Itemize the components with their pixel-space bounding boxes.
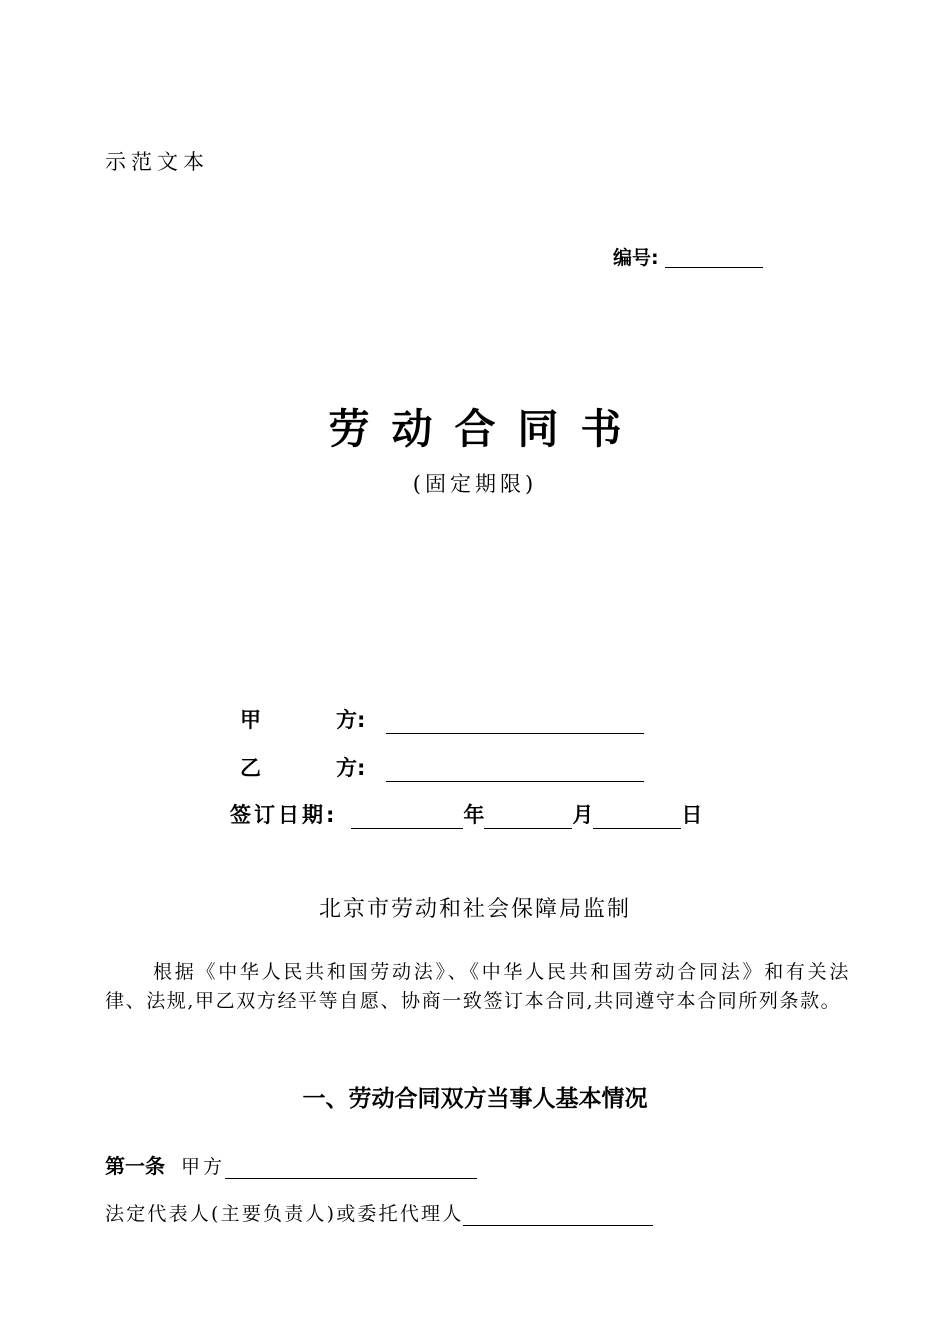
- sign-year-unit: 年: [463, 803, 485, 827]
- legal-representative-blank[interactable]: [463, 1205, 653, 1226]
- party-b-label-char: 乙: [240, 756, 261, 780]
- contract-number-label: 编号:: [613, 247, 659, 269]
- sign-year-blank[interactable]: [351, 808, 463, 829]
- article-1-label: 第一条: [105, 1154, 165, 1178]
- legal-representative-row: [105, 1199, 653, 1226]
- sign-day-unit: 日: [681, 803, 703, 827]
- sign-month-blank[interactable]: [484, 808, 572, 829]
- legal-representative-label: 法定代表人(主要负责人)或委托代理人: [105, 1203, 464, 1225]
- intro-paragraph: 根据《中华人民共和国劳动法》、《中华人民共和国劳动合同法》和有关法律、法规,甲乙双方经平等自愿、协商一致签订本合同,共同遵守本合同所列条款。: [105, 961, 850, 1012]
- article-1-row: [105, 1150, 477, 1179]
- document-subtitle: (固定期限): [412, 472, 538, 496]
- sample-text-label: 示范文本: [105, 150, 209, 174]
- sign-month-unit: 月: [572, 803, 594, 827]
- contract-number-row: [613, 243, 763, 270]
- party-a-label-char: 甲: [240, 708, 261, 732]
- supervisor-line: 北京市劳动和社会保障局监制: [318, 897, 631, 922]
- party-a-blank[interactable]: [386, 713, 644, 734]
- sign-day-blank[interactable]: [593, 808, 681, 829]
- document-title: 劳动合同书: [328, 405, 644, 453]
- contract-number-blank[interactable]: [665, 249, 763, 268]
- party-a-label-suffix: 方:: [336, 708, 366, 732]
- party-b-blank[interactable]: [386, 761, 644, 782]
- article-1-party-label: 甲方: [181, 1156, 226, 1178]
- party-b-row: [240, 752, 644, 782]
- party-b-label-suffix: 方:: [336, 756, 366, 780]
- party-a-row: [240, 704, 644, 734]
- sign-date-row: [230, 799, 702, 829]
- party-a-name-blank[interactable]: [225, 1158, 477, 1179]
- section-1-heading: 一、劳动合同双方当事人基本情况: [302, 1086, 648, 1112]
- sign-date-label: 签订日期:: [230, 803, 338, 827]
